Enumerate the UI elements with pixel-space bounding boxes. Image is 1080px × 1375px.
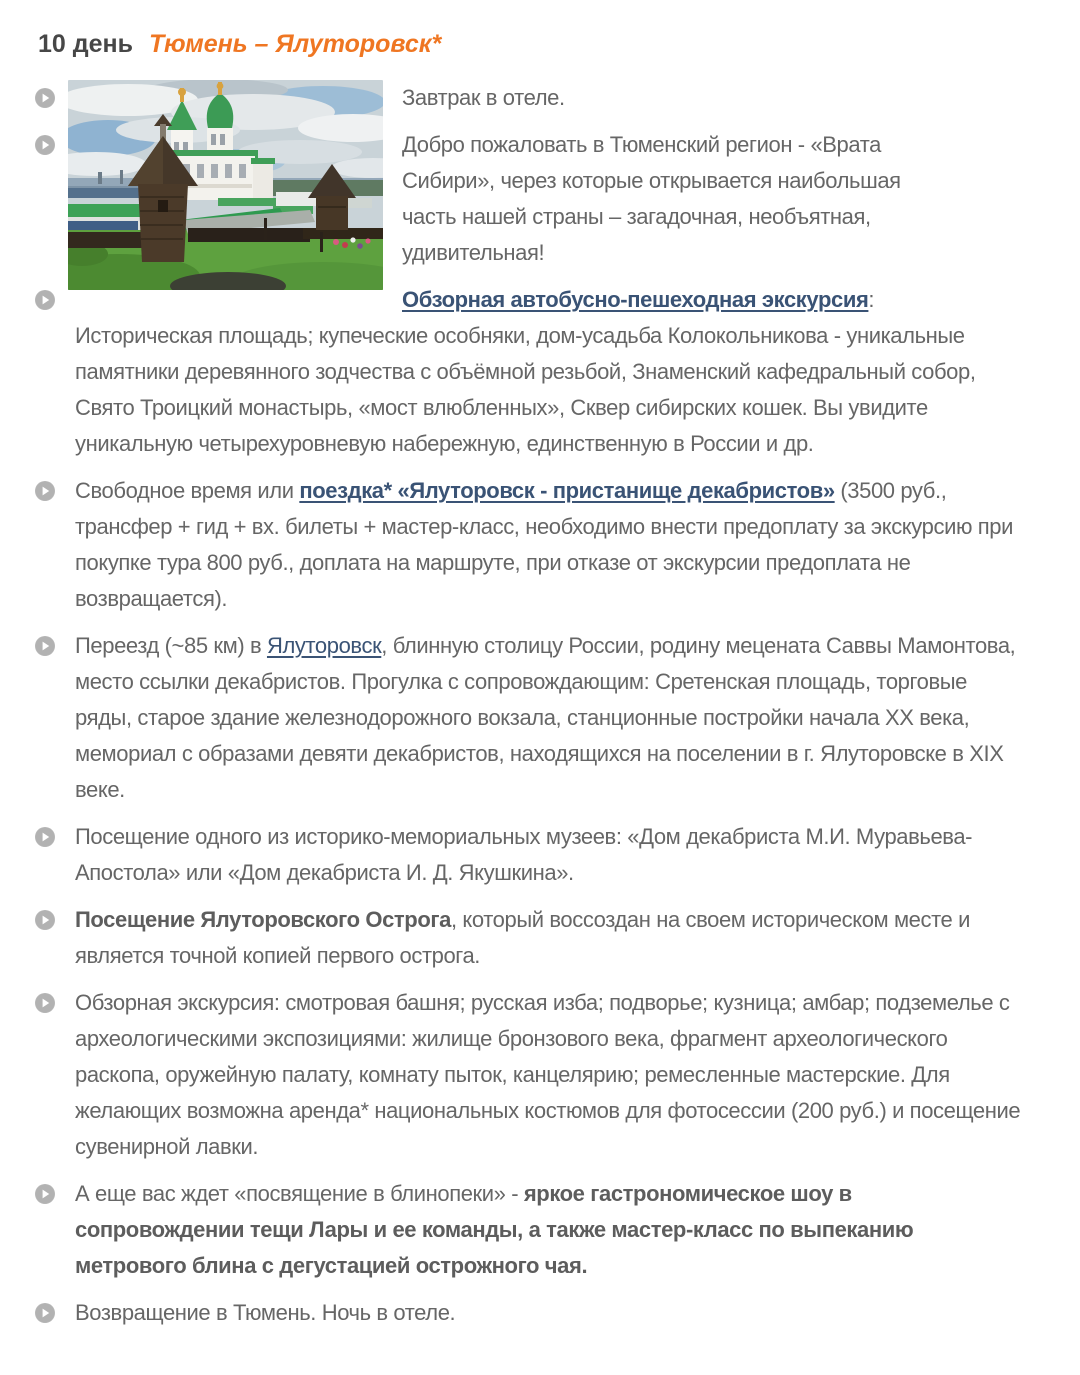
bold-text: Посещение Ялуторовского Острога bbox=[75, 907, 451, 932]
item-text bbox=[75, 80, 907, 116]
text: Посещение одного из историко-мемориальных музеев: «Дом декабриста М.И. Муравьева-Апостола» или «Дом декабриста И. Д. Якушкина». bbox=[75, 824, 973, 885]
text: Завтрак в отеле. bbox=[402, 85, 565, 110]
item-text bbox=[75, 819, 1022, 891]
text: : bbox=[868, 287, 875, 312]
list-item bbox=[75, 985, 1022, 1165]
text: Свободное время или bbox=[75, 478, 300, 503]
play-circle-icon bbox=[35, 993, 55, 1013]
list-item bbox=[75, 628, 1022, 808]
item-text bbox=[75, 127, 907, 271]
day-route-title: Тюмень – Ялуторовск* bbox=[149, 30, 442, 58]
list-item bbox=[75, 473, 1022, 617]
item-text bbox=[75, 628, 1022, 808]
text: Переезд (~85 км) в bbox=[75, 633, 267, 658]
list-item bbox=[75, 1295, 1022, 1331]
text: Добро пожаловать в Тюменский регион - «Врата Сибири», через которые открывается наибольшая часть нашей страны – загадочная, необъятная, удивительная! bbox=[402, 132, 901, 265]
text: Обзорная экскурсия: смотровая башня; русская изба; подворье; кузница; амбар; подземелье с археологическими экспозициями: жилище бронзового века, фрагмент археологического раскопа, оружейную палату, комнату пыток, канцелярию; ремесленные мастерские. Для желающих возможна аренда* национальных костюмов для фотосессии (200 руб.) и посещение сувенирной лавки. bbox=[75, 990, 1021, 1159]
itinerary-list bbox=[75, 80, 1022, 1331]
day-header bbox=[38, 28, 1022, 60]
link-yalutorovsk[interactable]: Ялуторовск bbox=[266, 633, 382, 658]
text: , блинную столицу России, родину мецената Саввы Мамонтова, место ссылки декабристов. Прогулка с сопровождающим: Сретенская площадь, торговые ряды, старое здание железнодорожного вокзала, станционные постройки начала XX века, мемориал с образами девяти декабристов, находящихся на поселении в г. Ялуторовске в XIX веке. bbox=[75, 633, 1016, 802]
play-circle-icon bbox=[35, 827, 55, 847]
play-circle-icon bbox=[35, 1303, 55, 1323]
link-city-tour[interactable]: Обзорная автобусно-пешеходная экскурсия bbox=[402, 287, 869, 312]
item-text bbox=[75, 1295, 1022, 1331]
list-item bbox=[75, 80, 1022, 116]
bold-text: яркое гастрономическое шоу в сопровождении тещи Лары и ее команды, а также мастер-класс по выпеканию метрового блина с дегустацией острожного чая. bbox=[75, 1181, 914, 1278]
list-item bbox=[75, 1176, 1022, 1284]
play-circle-icon bbox=[35, 135, 55, 155]
play-circle-icon bbox=[35, 636, 55, 656]
play-circle-icon bbox=[35, 1184, 55, 1204]
text: (3500 руб., трансфер + гид + вх. билеты + мастер-класс, необходимо внести предоплату за экскурсию при покупке тура 800 руб., доплата на маршруте, при отказе от экскурсии предоплата не возвращается). bbox=[75, 478, 1014, 611]
item-text bbox=[75, 282, 1022, 462]
play-circle-icon bbox=[35, 88, 55, 108]
item-text bbox=[75, 985, 1022, 1165]
list-item bbox=[75, 819, 1022, 891]
text: Историческая площадь; купеческие особняки, дом-усадьба Колокольникова - уникальные памятники деревянного зодчества с объёмной резьбой, Знаменский кафедральный собор, Свято Троицкий монастырь, «мост влюбленных», Сквер сибирских кошек. Вы увидите уникальную четырехуровневую набережную, единственную в России и др. bbox=[75, 323, 976, 456]
text: , который воссоздан на своем историческом месте и является точной копией первого острога. bbox=[75, 907, 970, 968]
link-yalutorovsk-trip[interactable]: поездка* «Ялуторовск - пристанище декабристов» bbox=[299, 478, 835, 503]
play-circle-icon bbox=[35, 910, 55, 930]
item-text bbox=[75, 1176, 1022, 1284]
list-item bbox=[75, 127, 1022, 271]
play-circle-icon bbox=[35, 290, 55, 310]
list-item bbox=[75, 902, 1022, 974]
day-label: 10 день bbox=[38, 30, 133, 58]
item-text bbox=[75, 902, 1022, 974]
play-circle-icon bbox=[35, 481, 55, 501]
text: А еще вас ждет «посвящение в блинопеки» - bbox=[75, 1181, 524, 1206]
list-item bbox=[75, 282, 1022, 462]
item-text bbox=[75, 473, 1022, 617]
text: Возвращение в Тюмень. Ночь в отеле. bbox=[75, 1300, 456, 1325]
